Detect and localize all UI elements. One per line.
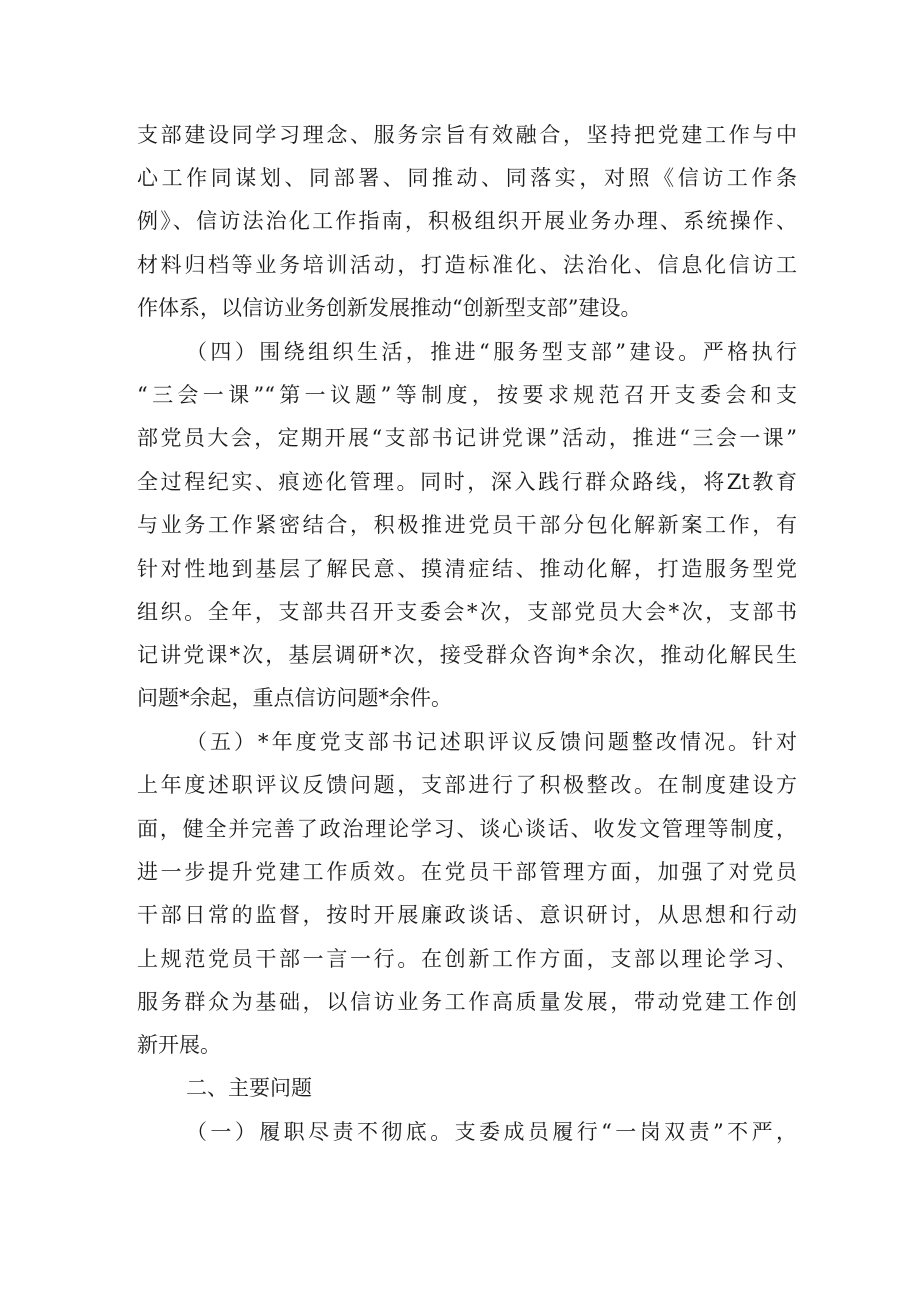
paragraph-line: 新开展。 <box>137 1033 221 1057</box>
paragraph-line: 部党员大会，定期开展“支部书记讲党课”活动，推进“三会一课” <box>137 426 797 450</box>
paragraph-line: 记讲党课*次，基层调研*次，接受群众咨询*余次，推动化解民生 <box>137 643 797 667</box>
paragraph-line: 上年度述职评议反馈问题，支部进行了积极整改。在制度建设方 <box>137 773 797 797</box>
paragraph-line: 心工作同谋划、同部署、同推动、同落实，对照《信访工作条 <box>137 166 797 190</box>
paragraph-first-line: （四）围绕组织生活，推进“服务型支部”建设。严格执行 <box>186 340 797 364</box>
paragraph-line: 面，健全并完善了政治理论学习、谈心谈话、收发文管理等制度， <box>137 817 797 841</box>
paragraph-first-line: （一）履职尽责不彻底。支委成员履行“一岗双责”不严， <box>186 1120 797 1144</box>
paragraph-line: 例》、信访法治化工作指南，积极组织开展业务办理、系统操作、 <box>137 209 797 233</box>
paragraph-line: 问题*余起，重点信访问题*余件。 <box>137 686 452 710</box>
paragraph-line: 上规范党员干部一言一行。在创新工作方面，支部以理论学习、 <box>137 947 797 971</box>
paragraph-line: 全过程纪实、痕迹化管理。同时，深入践行群众路线，将Zt教育 <box>137 470 797 494</box>
paragraph-line: “三会一课”“第一议题”等制度，按要求规范召开支委会和支 <box>137 383 797 407</box>
paragraph-line: 组织。全年，支部共召开支委会*次，支部党员大会*次，支部书 <box>137 600 797 624</box>
section-heading: 二、主要问题 <box>186 1076 312 1100</box>
paragraph-line: 服务群众为基础，以信访业务工作高质量发展，带动党建工作创 <box>137 990 797 1014</box>
paragraph-line: 材料归档等业务培训活动，打造标准化、法治化、信息化信访工 <box>137 253 797 277</box>
paragraph-line: 进一步提升党建工作质效。在党员干部管理方面，加强了对党员 <box>137 860 797 884</box>
paragraph-line: 干部日常的监督，按时开展廉政谈话、意识研讨，从思想和行动 <box>137 903 797 927</box>
paragraph-line: 针对性地到基层了解民意、摸清症结、推动化解，打造服务型党 <box>137 557 797 581</box>
paragraph-first-line: （五）*年度党支部书记述职评议反馈问题整改情况。针对 <box>186 730 797 754</box>
paragraph-line: 支部建设同学习理念、服务宗旨有效融合，坚持把党建工作与中 <box>137 123 797 147</box>
paragraph-line: 与业务工作紧密结合，积极推进党员干部分包化解新案工作，有 <box>137 513 797 537</box>
paragraph-line: 作体系，以信访业务创新发展推动“创新型支部”建设。 <box>137 296 642 320</box>
